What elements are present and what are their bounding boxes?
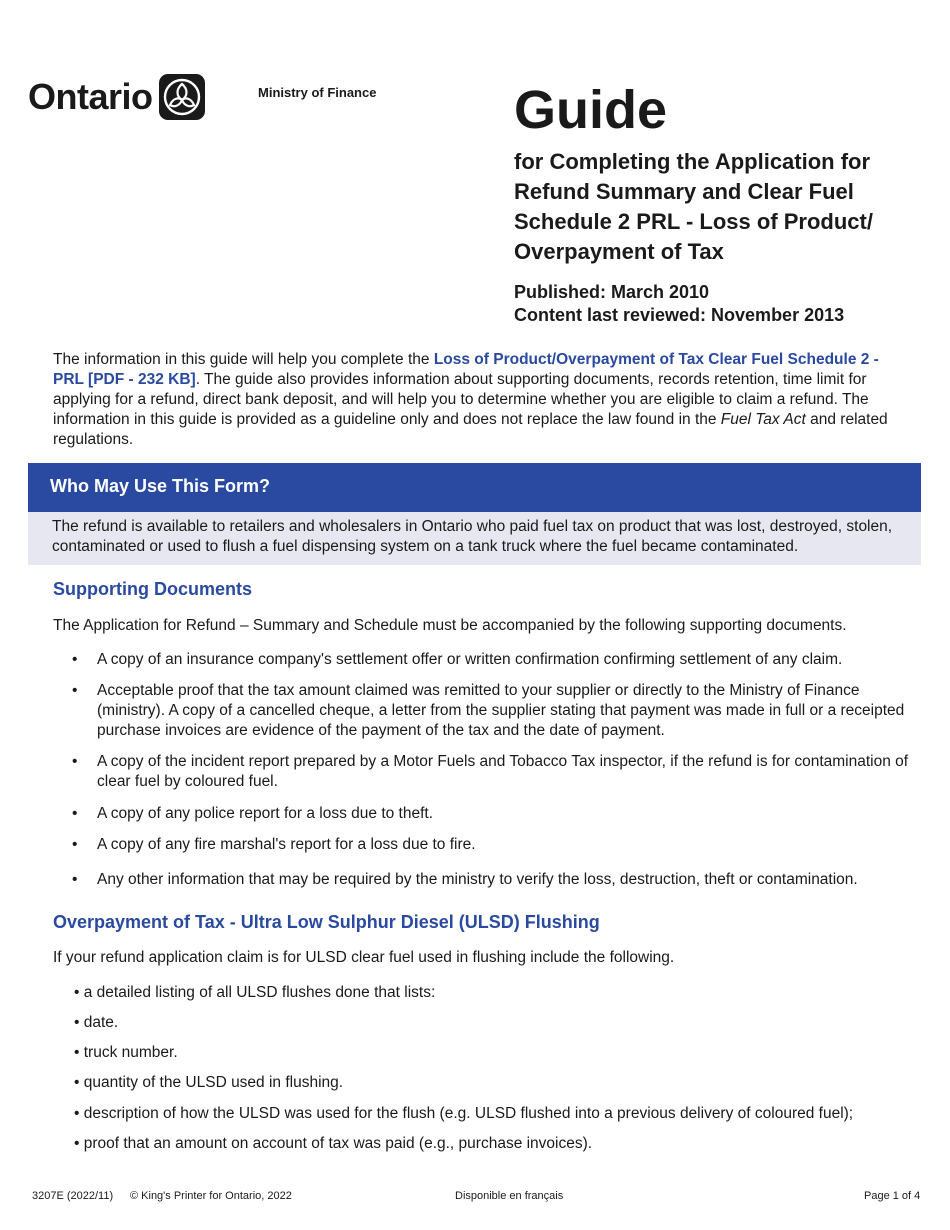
intro-text-start: The information in this guide will help you complete the: [53, 351, 434, 368]
french-availability: Disponible en français: [455, 1190, 564, 1202]
logo-wordmark: Ontario: [28, 76, 153, 117]
list-item: • a detailed listing of all ULSD flushes done that lists:: [74, 984, 436, 1001]
who-may-use-panel: [28, 512, 921, 565]
list-item: • truck number.: [74, 1044, 178, 1061]
list-item: • proof that an amount on account of tax was paid (e.g., purchase invoices).: [74, 1135, 593, 1152]
reviewed-date: Content last reviewed: November 2013: [514, 305, 845, 325]
bullet-icon: •: [72, 682, 78, 699]
who-may-use-header: [28, 463, 921, 512]
supporting-documents-intro: The Application for Refund – Summary and Schedule must be accompanied by the following supporting documents.: [53, 617, 847, 634]
bullet-icon: •: [72, 805, 78, 822]
trillium-icon: [159, 74, 205, 120]
bullet-icon: •: [72, 651, 78, 668]
list-item: • A copy of any fire marshal's report for a loss due to fire.: [72, 836, 476, 853]
page-number: Page 1 of 4: [864, 1190, 921, 1202]
form-number: 3207E (2022/11): [32, 1190, 114, 1202]
supporting-documents-heading: Supporting Documents: [53, 579, 252, 599]
list-item: • Any other information that may be required by the ministry to verify the loss, destruction, theft or contamination.: [72, 871, 858, 888]
copyright: © King's Printer for Ontario, 2022: [130, 1190, 292, 1202]
list-item: • A copy of any police report for a loss due to theft.: [72, 805, 434, 822]
bullet-icon: •: [72, 871, 78, 888]
ulsd-flushing-intro: If your refund application claim is for ULSD clear fuel used in flushing include the following.: [53, 949, 675, 966]
ministry-name: Ministry of Finance: [258, 85, 377, 100]
who-may-use-text: The refund is available to retailers and wholesalers in Ontario who paid fuel tax on product that was lost, destroyed, stolen, contaminated or used to flush a fuel dispensing system on a tank truck where the fuel became contaminated.: [52, 518, 893, 555]
page-title: Guide: [514, 80, 668, 140]
list-item: • A copy of an insurance company's settlement offer or written confirmation confirming settlement of any claim.: [72, 651, 843, 668]
list-item: • Acceptable proof that the tax amount claimed was remitted to your supplier or directly to the Ministry of Finance (ministry). A copy of a cancelled cheque, a letter from the supplier stating that payment was made in full or a receipted purchase invoices are evidence of the payment of the tax and the date of payment.: [72, 682, 905, 739]
list-item: • date.: [74, 1014, 119, 1031]
intro-text-end: and related regulations.: [53, 411, 888, 448]
fuel-tax-act: Fuel Tax Act: [720, 411, 806, 428]
publication-info: [514, 281, 844, 327]
intro-paragraph: [53, 350, 913, 450]
published-date: Published: March 2010: [514, 282, 710, 302]
list-item: • quantity of the ULSD used in flushing.: [74, 1074, 344, 1091]
list-item: • description of how the ULSD was used for the flush (e.g. ULSD flushed into a previous delivery of coloured fuel);: [74, 1105, 854, 1122]
list-item: • A copy of the incident report prepared by a Motor Fuels and Tobacco Tax inspector, if the refund is for contamination of clear fuel by coloured fuel.: [72, 753, 909, 790]
page-subtitle: for Completing the Application for Refund Summary and Clear Fuel Schedule 2 PRL - Loss of Product/ Overpayment of Tax: [514, 149, 873, 264]
ontario-logo: [28, 74, 205, 120]
bullet-icon: •: [72, 836, 78, 853]
bullet-icon: •: [72, 753, 78, 770]
intro-text-middle: . The guide also provides information about supporting documents, records retention, time limit for applying for a refund, direct bank deposit, and will help you to determine whether you are eligible to claim a refund. The information in this guide is provided as a guideline only and does not replace the law found in the: [53, 371, 869, 428]
schedule-pdf-link[interactable]: Loss of Product/Overpayment of Tax Clear Fuel Schedule 2 - PRL [PDF - 232 KB]: [53, 351, 879, 388]
ulsd-flushing-heading: Overpayment of Tax - Ultra Low Sulphur Diesel (ULSD) Flushing: [53, 912, 600, 932]
who-may-use-heading: Who May Use This Form?: [50, 476, 271, 496]
